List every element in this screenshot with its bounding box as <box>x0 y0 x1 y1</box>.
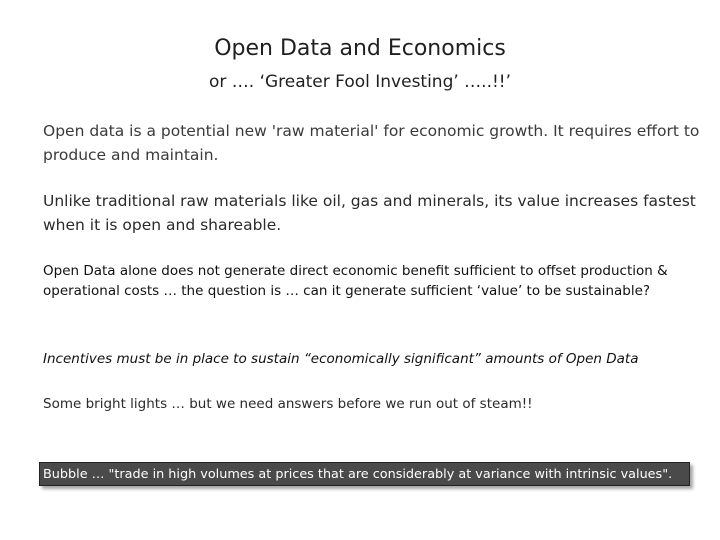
paragraph-bright-lights: Some bright lights … but we need answers before we run out of steam!! <box>43 396 533 412</box>
slide-subtitle: or …. ‘Greater Fool Investing’ …..!!’ <box>208 72 512 92</box>
bubble-definition-note: Bubble … "trade in high volumes at prices that are considerably at variance with intrinsic values". <box>39 462 690 486</box>
slide-title: Open Data and Economics <box>214 36 506 61</box>
paragraph-value-increases: Unlike traditional raw materials like oil, gas and minerals, its value increases fastest when it is open and shareable. <box>43 192 696 234</box>
paragraph-economic-benefit: Open Data alone does not generate direct economic benefit sufficient to offset production & operational costs … the question is … can it generate sufficient ‘value’ to be sustainable? <box>43 263 668 299</box>
paragraph-incentives: Incentives must be in place to sustain “economically significant” amounts of Open Data <box>43 351 639 367</box>
paragraph-raw-material: Open data is a potential new 'raw material' for economic growth. It requires effort to produce and maintain. <box>43 122 700 164</box>
